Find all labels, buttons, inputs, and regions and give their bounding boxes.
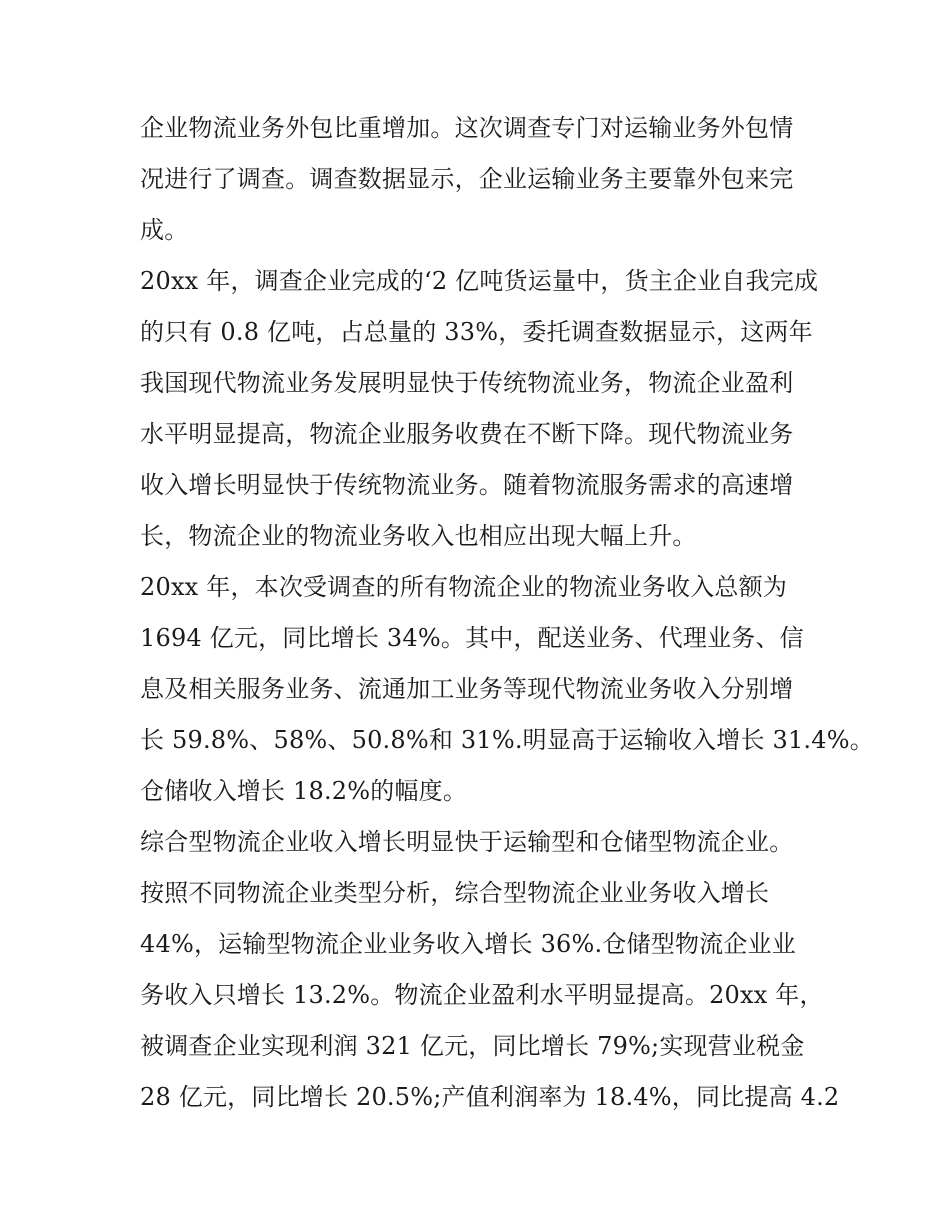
text-line: 成。 (140, 216, 189, 244)
text-line: 1694 亿元，同比增长 34%。其中，配送业务、代理业务、信 (140, 624, 804, 652)
text-line: 长 59.8%、58%、50.8%和 31%.明显高于运输收入增长 31.4%。 (140, 726, 874, 754)
text-line: 28 亿元，同比增长 20.5%;产值利润率为 18.4%，同比提高 4.2 (140, 1083, 840, 1111)
text-line: 长，物流企业的物流业务收入也相应出现大幅上升。 (140, 522, 697, 550)
text-line: 况进行了调查。调查数据显示，企业运输业务主要靠外包来完 (140, 165, 794, 193)
text-line: 务收入只增长 13.2%。物流企业盈利水平明显提高。20xx 年， (140, 981, 824, 1009)
text-line: 息及相关服务业务、流通加工业务等现代物流业务收入分别增 (140, 675, 794, 703)
text-line: 20xx 年，本次受调查的所有物流企业的物流业务收入总额为 (140, 573, 788, 601)
text-line: 按照不同物流企业类型分析，综合型物流企业业务收入增长 (140, 879, 770, 907)
text-line: 20xx 年，调查企业完成的‘2 亿吨货运量中，货主企业自我完成 (140, 267, 819, 295)
body-text (140, 103, 874, 1123)
text-line: 我国现代物流业务发展明显快于传统物流业务，物流企业盈利 (140, 369, 794, 397)
text-line: 企业物流业务外包比重增加。这次调查专门对运输业务外包情 (140, 114, 794, 142)
text-line: 收入增长明显快于传统物流业务。随着物流服务需求的高速增 (140, 471, 794, 499)
text-line: 被调查企业实现利润 321 亿元，同比增长 79%;实现营业税金 (140, 1032, 805, 1060)
text-line: 44%，运输型物流企业业务收入增长 36%.仓储型物流企业业 (140, 930, 796, 958)
text-line: 综合型物流企业收入增长明显快于运输型和仓储型物流企业。 (140, 828, 794, 856)
text-line: 的只有 0.8 亿吨，占总量的 33%，委托调查数据显示，这两年 (140, 318, 813, 346)
text-line: 水平明显提高，物流企业服务收费在不断下降。现代物流业务 (140, 420, 794, 448)
text-line: 仓储收入增长 18.2%的幅度。 (140, 777, 468, 805)
